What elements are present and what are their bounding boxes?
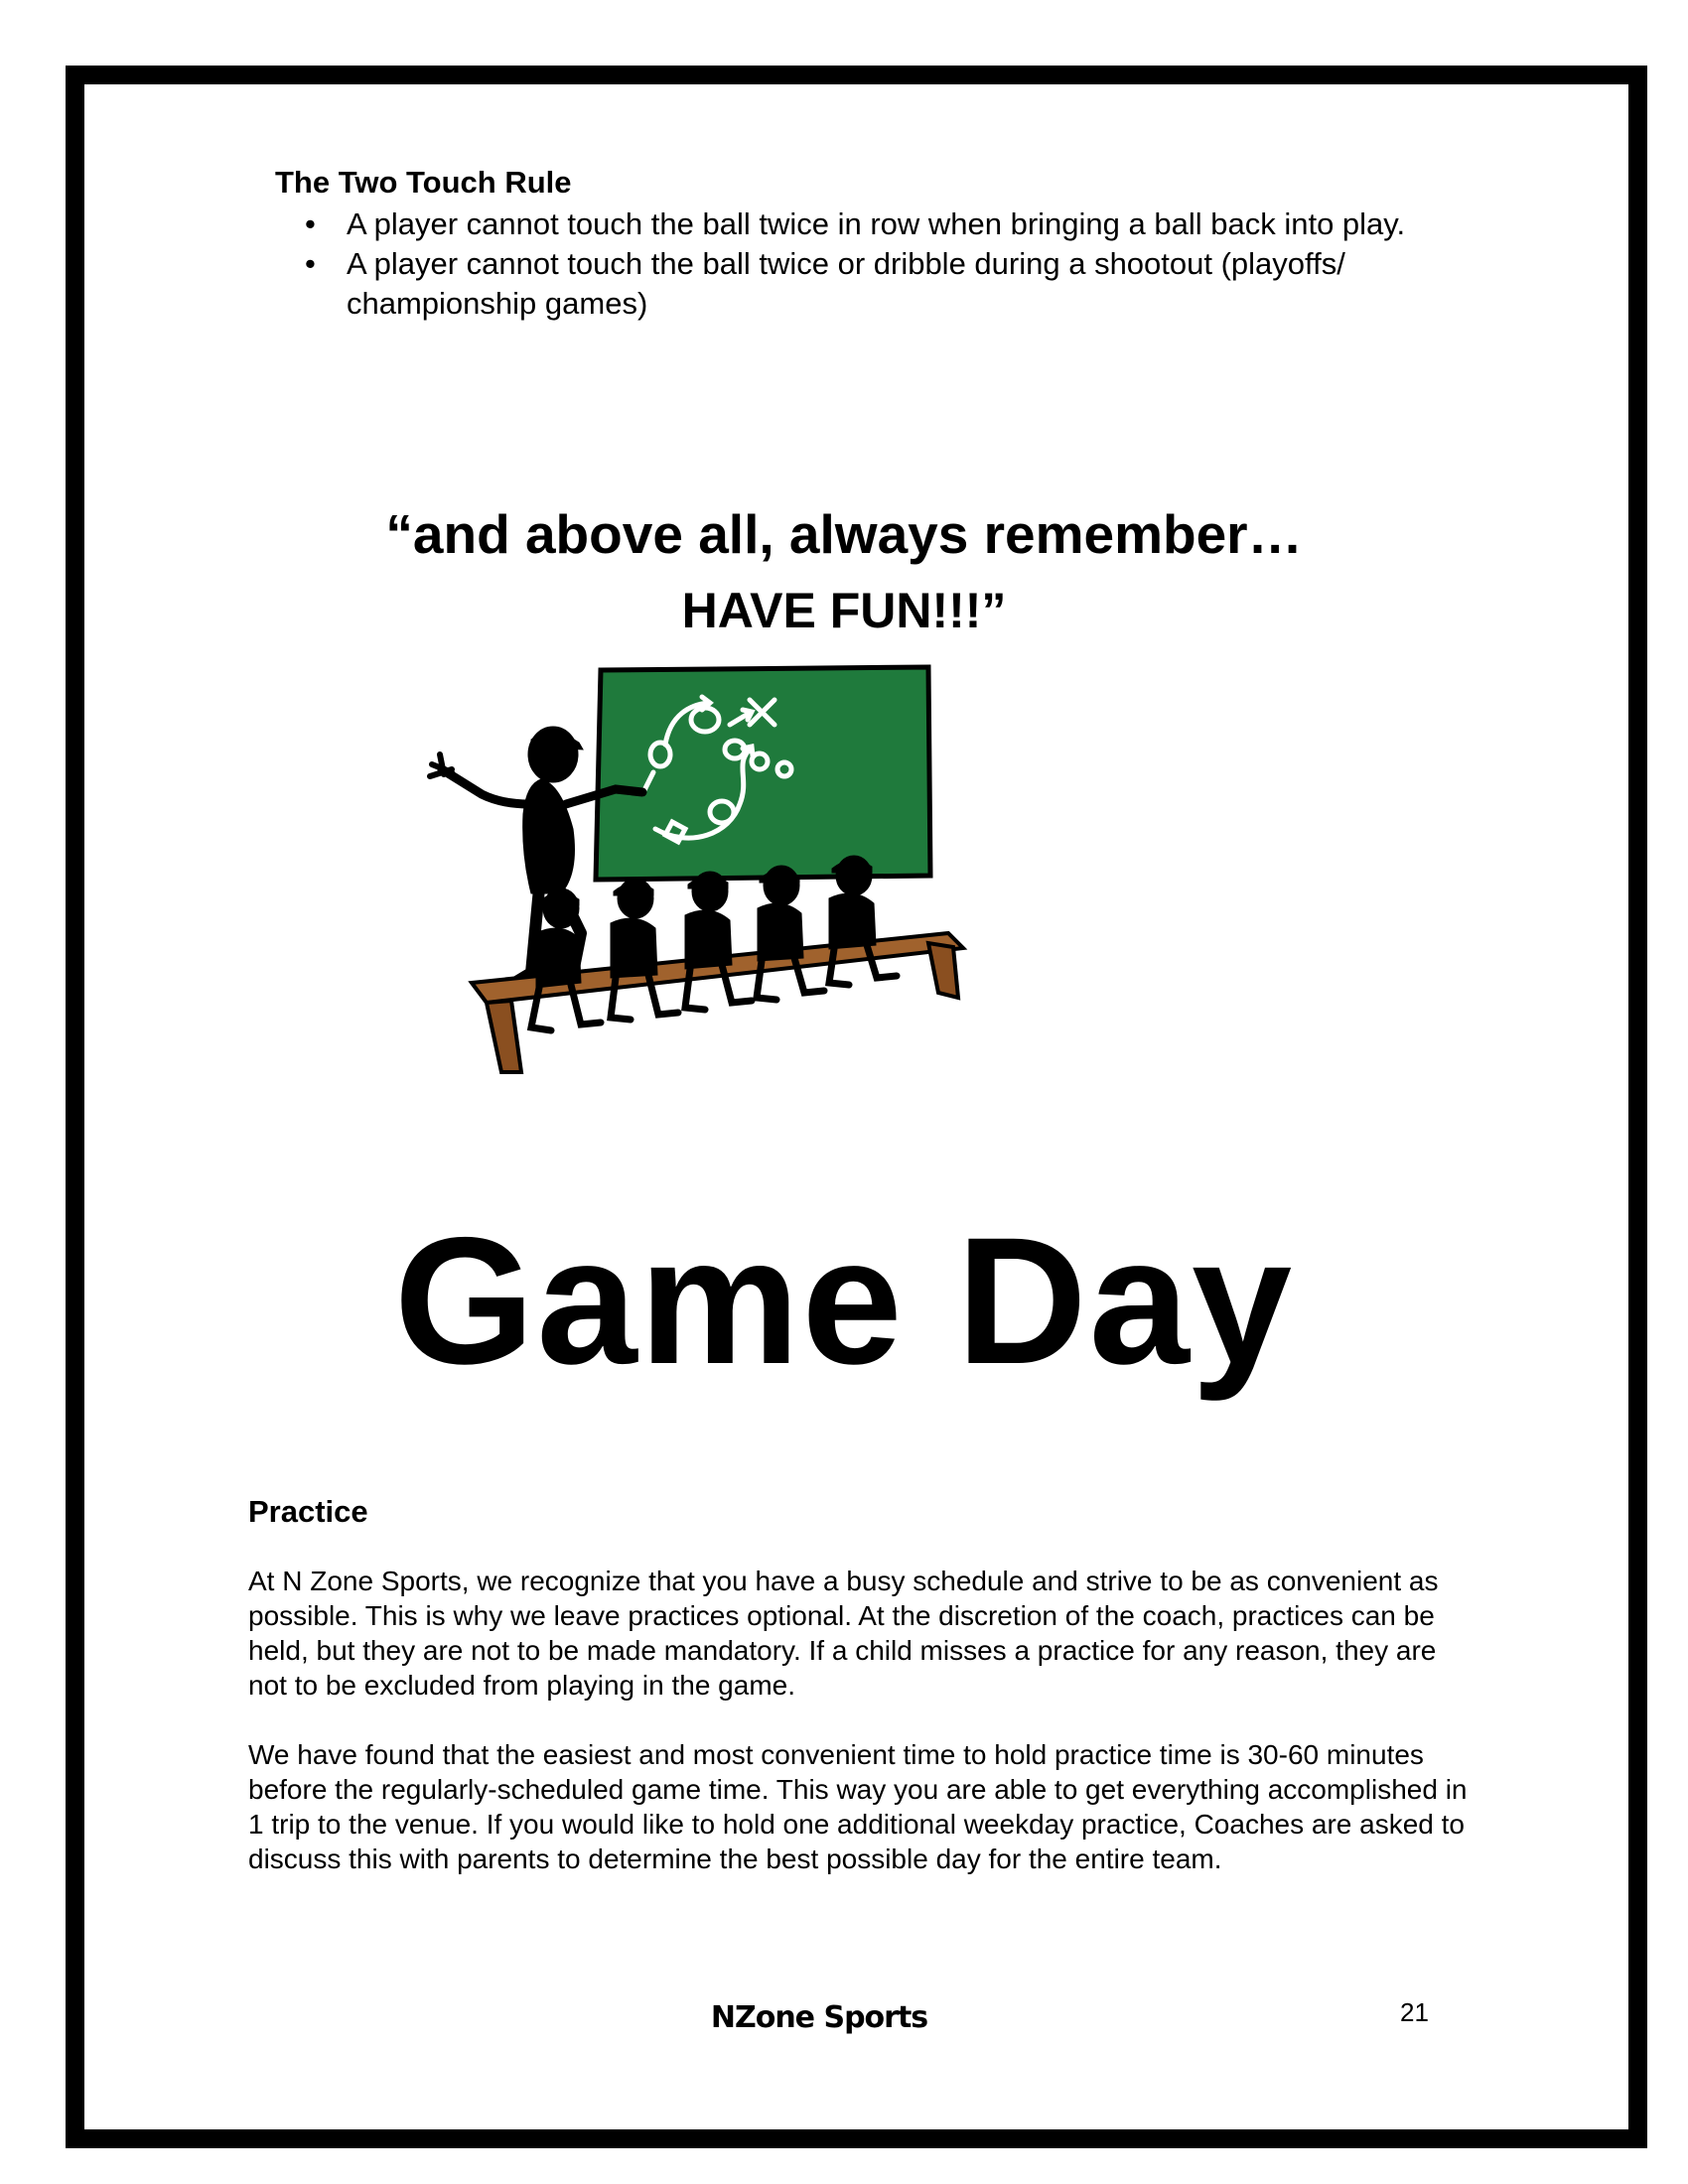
- seated-players-icon: [531, 856, 897, 1030]
- two-touch-rule-list: [305, 205, 1516, 324]
- practice-paragraph-2: We have found that the easiest and most convenient time to hold practice time is 30-60 minutes before the regularly-scheduled game time. This way you are able to get everything accomplished in 1 trip to the venue. If you would like to hold one additional weekday practice, Coaches are asked to discuss this with parents to determine the best possible day for the entire team.: [248, 1739, 1468, 1874]
- footer-brand: NZone Sports: [710, 2000, 928, 2035]
- rule-bullet-1: • A player cannot touch the ball twice in row when bringing a ball back into play.: [305, 205, 1516, 244]
- practice-paragraph-1: At N Zone Sports, we recognize that you have a busy schedule and strive to be as convenient as possible. This is why we leave practices optional. At the discretion of the coach, practices can be held, but they are not to be made mandatory. If a child misses a practice for any reason, they are not to be excluded from playing in the game.: [248, 1566, 1439, 1701]
- two-touch-rule-heading: The Two Touch Rule: [275, 165, 572, 200]
- practice-heading: Practice: [248, 1494, 368, 1529]
- coach-chalkboard-illustration: [412, 655, 1167, 1122]
- quote-line-2: HAVE FUN!!!”: [681, 583, 1007, 638]
- chalkboard-icon: [596, 667, 930, 880]
- page-number: 21: [1400, 1997, 1429, 2027]
- quote-line-1: “and above all, always remember…: [385, 503, 1303, 565]
- rule-bullet-2: • A player cannot touch the ball twice or dribble during a shootout (playoffs/ championship games): [305, 244, 1516, 324]
- game-day-title: Game Day: [393, 1199, 1295, 1402]
